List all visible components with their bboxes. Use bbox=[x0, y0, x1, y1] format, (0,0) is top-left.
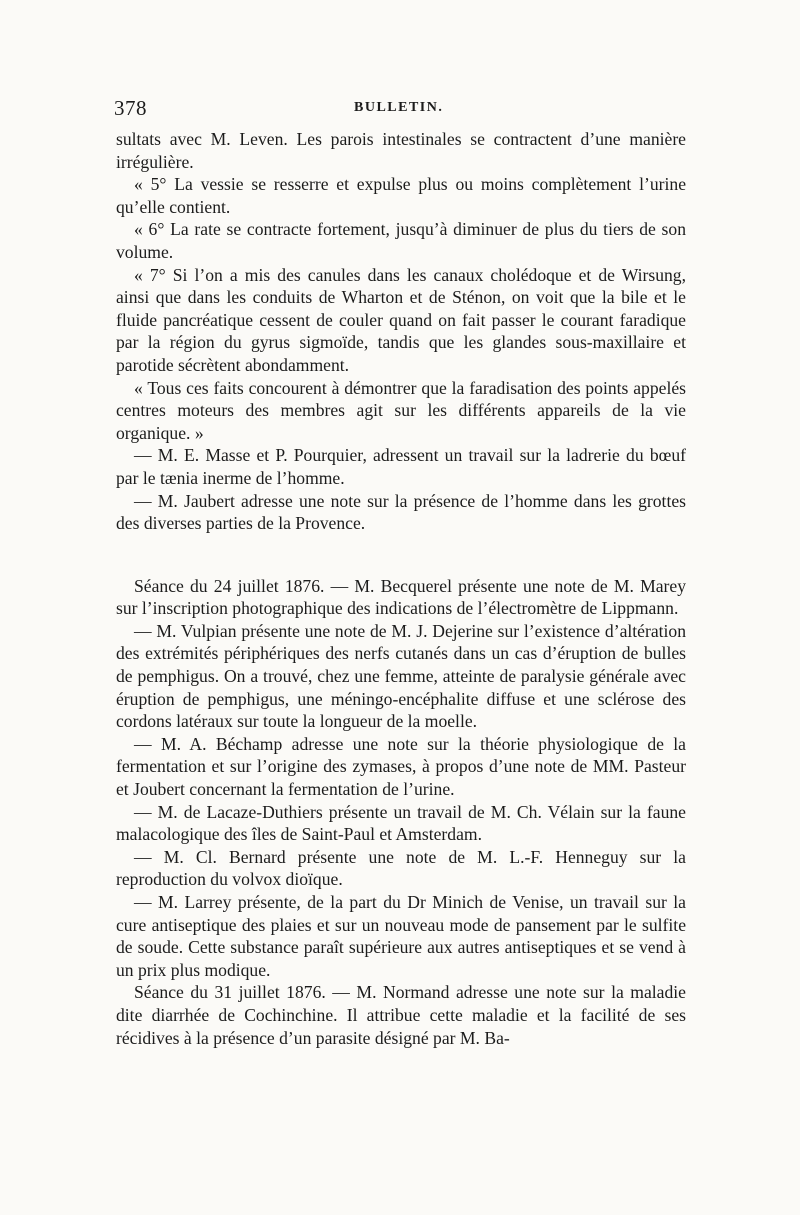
paragraph: « 7° Si l’on a mis des canules dans les canaux cholédoque et de Wirsung, ainsi que dans les conduits de Wharton et de Sténon, on voit que la bile et le fluide pancréatique cessent de couler quand on fait passer le courant faradique par la région du gyrus sigmoïde, tandis que les glandes sous-maxillaire et parotide sécrètent abondamment. bbox=[116, 264, 686, 375]
page-number: 378 bbox=[114, 96, 147, 120]
section-gap bbox=[116, 535, 686, 575]
paragraph: — M. Cl. Bernard présente une note de M. L.-F. Henneguy sur la reproduction du volvox dioïque. bbox=[116, 846, 686, 890]
paragraph: « 5° La vessie se resserre et expulse plus ou moins complètement l’urine qu’elle contient. bbox=[116, 174, 686, 217]
paragraph: Séance du 31 juillet 1876. — M. Normand adresse une note sur la maladie dite diarrhée de Cochinchine. Il attribue cette maladie et la facilité de ses récidives à la présence d’un parasite désigné par M. Ba- bbox=[116, 982, 686, 1048]
paragraph: — M. de Lacaze-Duthiers présente un travail de M. Ch. Vélain sur la faune malacologique des îles de Saint-Paul et Amsterdam. bbox=[116, 801, 686, 845]
paragraph: — M. E. Masse et P. Pourquier, adressent un travail sur la ladrerie du bœuf par le tænia inerme de l’homme. bbox=[116, 445, 686, 488]
paragraph: « Tous ces faits concourent à démontrer que la faradisation des points appelés centres moteurs des membres agit sur les différents appareils de la vie organique. » bbox=[116, 377, 686, 443]
paragraph: — M. A. Béchamp adresse une note sur la théorie physiologique de la fermentation et sur l’origine des zymases, à propos d’une note de MM. Pasteur et Joubert concernant la fermentation de l’urine. bbox=[116, 733, 686, 800]
paragraph: sultats avec M. Leven. Les parois intestinales se contractent d’une manière irrégulière. bbox=[116, 129, 686, 172]
running-title: BULLETIN. bbox=[354, 100, 444, 115]
paragraph: — M. Larrey présente, de la part du Dr Minich de Venise, un travail sur la cure antiseptique des plaies et sur un nouveau mode de pansement par le sulfite de soude. Cette substance paraît supérieure aux autres antiseptiques et se vend à un prix plus modique. bbox=[116, 892, 686, 980]
page-body bbox=[116, 128, 686, 1049]
paragraph: — M. Jaubert adresse une note sur la présence de l’homme dans les grottes des diverses parties de la Provence. bbox=[116, 490, 686, 534]
page-header bbox=[114, 96, 686, 124]
paragraph: « 6° La rate se contracte fortement, jusqu’à diminuer de plus du tiers de son volume. bbox=[116, 219, 686, 262]
paragraph: — M. Vulpian présente une note de M. J. Dejerine sur l’existence d’altération des extrémités périphériques des nerfs cutanés dans un cas d’éruption de bulles de pemphigus. On a trouvé, chez une femme, atteinte de paralysie générale avec éruption de pemphigus, une méningo-encéphalite diffuse et une sclérose des cordons latéraux sur toute la longueur de la moelle. bbox=[116, 620, 686, 732]
paragraph: Séance du 24 juillet 1876. — M. Becquerel présente une note de M. Marey sur l’inscription photographique des indications de l’électromètre de Lippmann. bbox=[116, 575, 686, 619]
